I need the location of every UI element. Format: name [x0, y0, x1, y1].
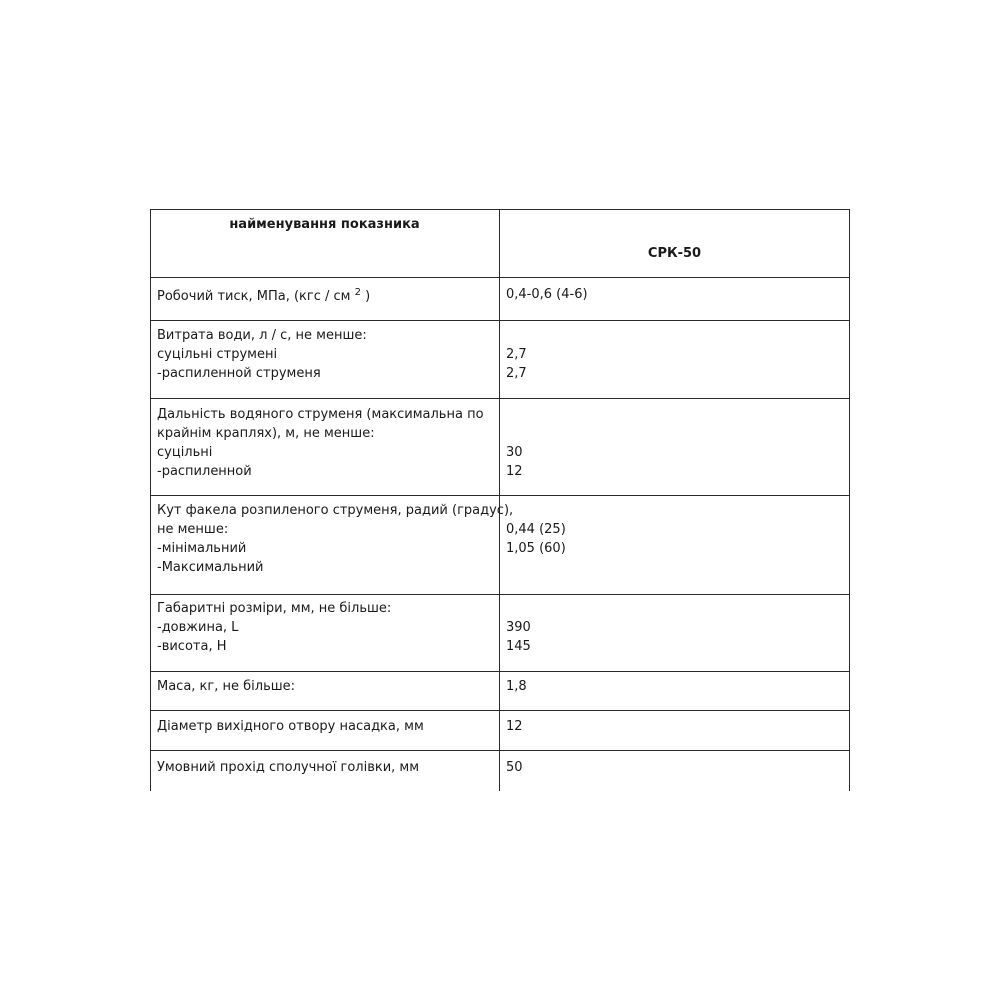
row-name-cell: Робочий тиск, МПа, (кгс / см $^2$ ) — [157, 287, 371, 304]
row-value-cell: 30 12 — [506, 445, 523, 479]
header-model-cell: СРК-50 — [647, 246, 702, 261]
row-value-cell: 50 — [506, 760, 523, 775]
column-divider — [499, 209, 500, 791]
row-divider — [150, 495, 850, 496]
table-border-right — [849, 209, 850, 791]
row-divider — [150, 710, 850, 711]
row-name-cell: Маса, кг, не більше: — [157, 679, 296, 694]
row-name-cell: Кут факела розпиленого струменя, радий (градус), не менше: -мінімальний -Максимальний — [157, 503, 514, 575]
spec-table — [150, 209, 850, 791]
row-divider — [150, 594, 850, 595]
row-divider — [150, 277, 850, 278]
row-name-cell: Дальність водяного струменя (максимальна по крайнім краплях), м, не менше: суцільні -распиленной — [157, 407, 484, 479]
row-value-cell: 390 145 — [506, 620, 531, 654]
row-name-cell: Габаритні розміри, мм, не більше: -довжина, L -висота, H — [157, 601, 392, 654]
row-value-cell: 12 — [506, 719, 523, 734]
row-name-cell: Витрата води, л / с, не менше: суцільні струмені -распиленной струменя — [157, 328, 367, 381]
row-value-cell: 0,4-0,6 (4-6) — [506, 287, 588, 302]
row-divider — [150, 750, 850, 751]
header-name-cell: найменування показника — [229, 217, 420, 232]
row-name-cell: Діаметр вихідного отвору насадка, мм — [157, 719, 424, 734]
row-name-cell: Умовний прохід сполучної голівки, мм — [157, 760, 420, 775]
row-divider — [150, 398, 850, 399]
row-value-cell: 0,44 (25) 1,05 (60) — [506, 522, 566, 556]
row-value-cell: 1,8 — [506, 679, 527, 694]
row-value-cell: 2,7 2,7 — [506, 347, 527, 381]
table-border-top — [150, 209, 850, 210]
table-border-left — [150, 209, 151, 791]
row-divider — [150, 671, 850, 672]
row-divider — [150, 320, 850, 321]
